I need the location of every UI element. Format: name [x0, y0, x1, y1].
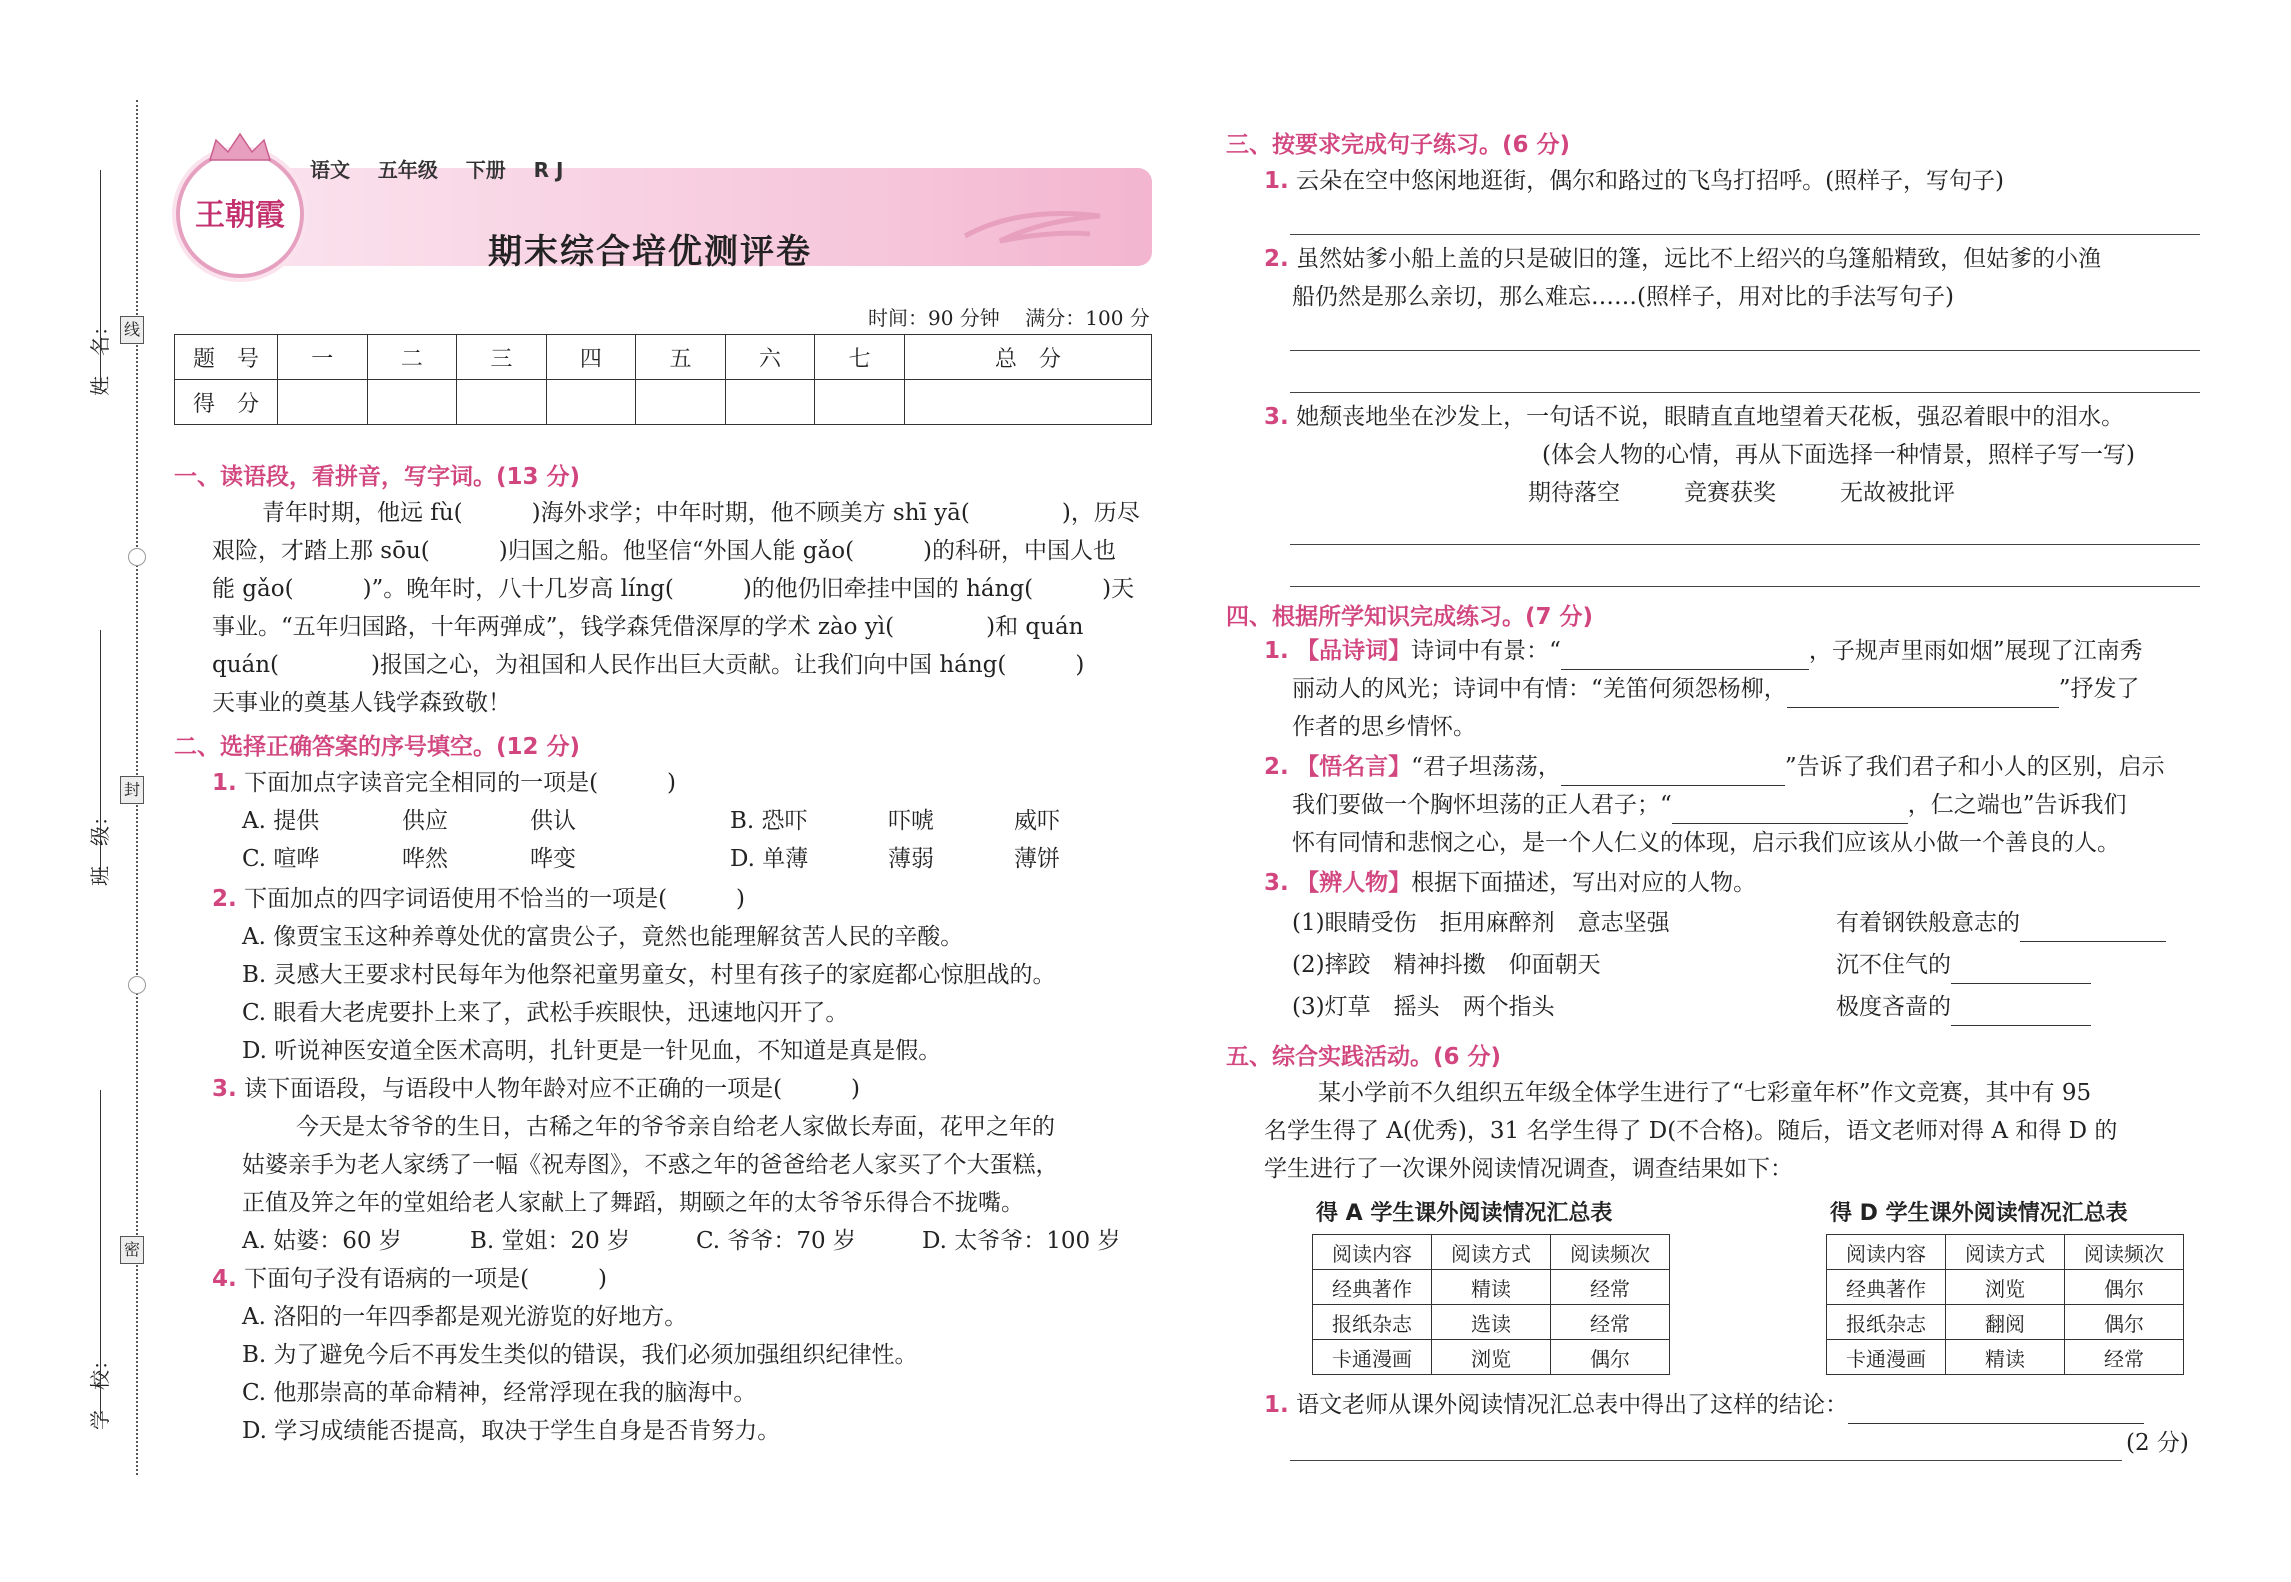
section-5-title: 五、综合实践活动。(6 分) — [1226, 1044, 1502, 1070]
table-cell: 经常 — [2065, 1340, 2184, 1375]
question-number: 1. — [1264, 168, 1289, 194]
passage-line: quán( )报国之心，为祖国和人民作出巨大贡献。让我们向中国 háng( ) — [212, 652, 1085, 678]
blank-input[interactable] — [1672, 797, 1908, 824]
s4-q1-line3: 作者的思乡情怀。 — [1292, 714, 1476, 740]
crown-icon — [206, 132, 274, 162]
score-table-header-cell: 二 — [367, 335, 457, 380]
passage-line: 能 gǎo( )”。晚年时，八十几岁高 líng( )的他仍旧牵挂中国的 háng( )天 — [212, 576, 1135, 602]
score-table-header-cell: 七 — [815, 335, 905, 380]
question-number: 2. — [1264, 246, 1289, 272]
question-number: 2. — [212, 886, 237, 912]
option-word: 供认 — [530, 808, 576, 834]
logo-seal — [176, 150, 304, 278]
option-word: D. 单薄 — [730, 846, 809, 872]
option-word: 薄弱 — [888, 846, 934, 872]
score-table-header-cell: 题 号 — [175, 335, 278, 380]
s2-q3-option-d[interactable]: D. 太爷爷：100 岁 — [922, 1228, 1121, 1254]
s2-q4-stem — [212, 1260, 607, 1298]
s3-q1 — [1264, 162, 2004, 200]
question-text: ，仁之端也”告诉我们 — [1907, 792, 2127, 818]
score-table-header-cell: 一 — [278, 335, 368, 380]
option-word: 哗变 — [530, 846, 576, 872]
option-word: C. 喧哗 — [242, 846, 320, 872]
score-cell-input[interactable] — [904, 380, 1151, 425]
s5-passage-line: 名学生得了 A(优秀)，31 名学生得了 D(不合格)。随后，语文老师对得 A 和得 D 的 — [1264, 1118, 2118, 1144]
answer-line[interactable] — [1290, 350, 2200, 351]
score-cell-input[interactable] — [725, 380, 815, 425]
question-number: 3. — [1264, 404, 1289, 430]
name-label: 姓 名： — [88, 316, 112, 396]
grade: 五年级 — [377, 158, 438, 182]
s2-q4-option[interactable]: D. 学习成绩能否提高，取决于学生自身是否肯努力。 — [242, 1418, 781, 1444]
seal-mark-line: 线 — [120, 316, 144, 344]
s3-q3-instruction: (体会人物的心情，再从下面选择一种情景，照样子写一写) — [1542, 442, 2135, 468]
score-cell-input[interactable] — [815, 380, 905, 425]
table-cell: 浏览 — [1432, 1340, 1551, 1375]
score-table-header-row — [175, 335, 1152, 380]
table-row — [1313, 1270, 1670, 1305]
s3-q2-cont: 船仍然是那么亲切，那么难忘……(照样子，用对比的手法写句子) — [1292, 284, 1954, 310]
question-text: 下面加点字读音完全相同的一项是( ) — [244, 770, 677, 796]
passage-line: 艰险，才踏上那 sōu( )归国之船。他坚信“外国人能 gǎo( )的科研，中国人也 — [212, 538, 1117, 564]
section-2-title: 二、选择正确答案的序号填空。(12 分) — [174, 734, 581, 760]
question-text: ”抒发了 — [2058, 676, 2140, 702]
blank-input[interactable] — [1951, 957, 2091, 984]
s2-q2-option[interactable]: B. 灵感大王要求村民每年为他祭祀童男童女，村里有孩子的家庭都心惊胆战的。 — [242, 962, 1056, 988]
s3-q3 — [1264, 398, 2124, 436]
section-3-title: 三、按要求完成句子练习。(6 分) — [1226, 132, 1571, 158]
banner-swoosh-icon — [960, 196, 1110, 256]
table-row — [1827, 1305, 2184, 1340]
s2-q3-stem — [212, 1070, 860, 1108]
question-number: 3. — [1264, 870, 1289, 896]
question-text: 读下面语段，与语段中人物年龄对应不正确的一项是( ) — [244, 1076, 861, 1102]
option-word: 薄饼 — [1014, 846, 1060, 872]
s2-q1-stem — [212, 764, 676, 802]
s5-q1-points: (2 分) — [2126, 1430, 2189, 1456]
passage-line: 天事业的奠基人钱学森致敬！ — [212, 690, 511, 716]
term: 下册 — [465, 158, 506, 182]
s2-q3-passage-line: 姑婆亲手为老人家绣了一幅《祝寿图》，不惑之年的爸爸给老人家买了个大蛋糕， — [242, 1152, 1059, 1178]
question-number: 1. — [1264, 1392, 1289, 1418]
binding-hole-2 — [128, 976, 146, 994]
answer-prefix: 有着钢铁般意志的 — [1836, 910, 2020, 936]
table-cell: 偶尔 — [2065, 1270, 2184, 1305]
option-word: 哗然 — [402, 846, 448, 872]
page-title: 期末综合培优测评卷 — [488, 232, 812, 272]
question-text: 下面加点的四字词语使用不恰当的一项是( ) — [244, 886, 746, 912]
table-cell: 报纸杂志 — [1827, 1305, 1946, 1340]
name-input-line[interactable] — [100, 170, 101, 390]
reading-table-d — [1826, 1234, 2184, 1375]
table-header-cell: 阅读频次 — [2065, 1235, 2184, 1270]
section-1-passage — [212, 494, 1162, 722]
table-cell: 精读 — [1432, 1270, 1551, 1305]
answer-prefix: 沉不住气的 — [1836, 952, 1951, 978]
passage-line: 青年时期，他远 fù( )海外求学；中年时期，他不顾美方 shī yā( )，历尽 — [262, 500, 1140, 526]
time-score-info — [868, 302, 1150, 331]
table-cell: 偶尔 — [1551, 1340, 1670, 1375]
school-input-line[interactable] — [100, 1090, 101, 1420]
s3-q2 — [1264, 240, 2101, 278]
question-text: 虽然姑爹小船上盖的只是破旧的篷，远比不上绍兴的乌篷船精致，但姑爹的小渔 — [1296, 246, 2102, 272]
s3-q3-choice: 竞赛获奖 — [1684, 480, 1776, 506]
reading-table-a — [1312, 1234, 1670, 1375]
score-table — [174, 334, 1152, 425]
question-number: 4. — [212, 1266, 237, 1292]
question-text: 丽动人的风光；诗词中有情：“羌笛何须怨杨柳， — [1292, 676, 1787, 702]
blank-input[interactable] — [2020, 915, 2166, 942]
score-cell-input[interactable] — [546, 380, 636, 425]
blank-input[interactable] — [1951, 999, 2091, 1026]
score-cell-input[interactable] — [636, 380, 726, 425]
s2-q3-passage-line: 正值及笄之年的堂姐给老人家献上了舞蹈，期颐之年的太爷爷乐得合不拢嘴。 — [242, 1190, 1024, 1216]
question-text: 语文老师从课外阅读情况汇总表中得出了这样的结论： — [1296, 1392, 1849, 1418]
table-cell: 精读 — [1946, 1340, 2065, 1375]
answer-line[interactable] — [1290, 586, 2200, 587]
binding-hole-1 — [128, 548, 146, 566]
s4-q3-desc: (3)灯草 摇头 两个指头 — [1292, 994, 1555, 1020]
table-d-caption: 得 D 学生课外阅读情况汇总表 — [1830, 1201, 2128, 1226]
question-text: 根据下面描述，写出对应的人物。 — [1411, 870, 1757, 896]
seal-mark-seal: 封 — [120, 776, 144, 804]
s4-q3-desc: (1)眼睛受伤 拒用麻醉剂 意志坚强 — [1292, 910, 1670, 936]
table-cell: 选读 — [1432, 1305, 1551, 1340]
question-text: ，子规声里雨如烟”展现了江南秀 — [1808, 638, 2143, 664]
s2-q4-option[interactable]: B. 为了避免今后不再发生类似的错误，我们必须加强组织纪律性。 — [242, 1342, 918, 1368]
question-text: 我们要做一个胸怀坦荡的正人君子；“ — [1292, 792, 1672, 818]
table-header-cell: 阅读内容 — [1827, 1235, 1946, 1270]
table-header-cell: 阅读方式 — [1946, 1235, 2065, 1270]
s2-q2-option[interactable]: A. 像贾宝玉这种养尊处优的富贵公子，竟然也能理解贫苦人民的辛酸。 — [242, 924, 964, 950]
table-a-caption: 得 A 学生课外阅读情况汇总表 — [1316, 1201, 1613, 1226]
question-tag: 【品诗词】 — [1296, 638, 1412, 664]
full-score-info: 满分：100 分 — [1025, 306, 1150, 330]
s2-q2-option[interactable]: C. 眼看大老虎要扑上来了，武松手疾眼快，迅速地闪开了。 — [242, 1000, 849, 1026]
time-info: 时间：90 分钟 — [868, 306, 1000, 330]
score-table-header-cell: 四 — [546, 335, 636, 380]
s4-q3-stem — [1264, 864, 1756, 902]
question-number: 2. — [1264, 754, 1289, 780]
s3-q3-choice: 期待落空 — [1528, 480, 1620, 506]
answer-line[interactable] — [1290, 392, 2200, 393]
class-input-line[interactable] — [100, 630, 101, 880]
section-4-title: 四、根据所学知识完成练习。(7 分) — [1226, 604, 1594, 630]
s4-q3-answer — [1836, 988, 2091, 1026]
blank-input[interactable] — [1787, 681, 2059, 708]
table-row — [1313, 1340, 1670, 1375]
question-number: 1. — [1264, 638, 1289, 664]
score-table-row-label: 得 分 — [175, 380, 278, 425]
s4-q1-line1 — [1264, 632, 2143, 670]
subject-info — [310, 154, 563, 183]
option-word: B. 恐吓 — [730, 808, 808, 834]
question-text: ”告诉了我们君子和小人的区别，启示 — [1784, 754, 2165, 780]
school-label: 学 校： — [88, 1350, 112, 1430]
seal-mark-secret: 密 — [120, 1236, 144, 1264]
score-table-header-cell: 五 — [636, 335, 726, 380]
table-cell: 卡通漫画 — [1827, 1340, 1946, 1375]
s5-q1 — [1264, 1386, 2144, 1424]
table-cell: 卡通漫画 — [1313, 1340, 1432, 1375]
answer-line[interactable] — [1290, 544, 2200, 545]
s5-passage-line: 某小学前不久组织五年级全体学生进行了“七彩童年杯”作文竞赛，其中有 95 — [1318, 1080, 2092, 1106]
blank-input[interactable] — [1848, 1397, 2144, 1424]
table-row — [1313, 1305, 1670, 1340]
question-number: 3. — [212, 1076, 237, 1102]
s4-q2-line3: 怀有同情和悲悯之心，是一个人仁义的体现，启示我们应该从小做一个善良的人。 — [1292, 830, 2120, 856]
section-1-title: 一、读语段，看拼音，写字词。(13 分) — [174, 464, 581, 490]
subject: 语文 — [310, 158, 350, 182]
blank-input[interactable] — [1561, 759, 1785, 786]
score-cell-input[interactable] — [367, 380, 457, 425]
s2-q3-passage-line: 今天是太爷爷的生日，古稀之年的爷爷亲自给老人家做长寿面，花甲之年的 — [296, 1114, 1055, 1140]
table-header-cell: 阅读方式 — [1432, 1235, 1551, 1270]
table-cell: 翻阅 — [1946, 1305, 2065, 1340]
question-text: 下面句子没有语病的一项是( ) — [244, 1266, 608, 1292]
blank-input[interactable] — [1561, 643, 1809, 670]
table-header-row — [1313, 1235, 1670, 1270]
table-cell: 经常 — [1551, 1305, 1670, 1340]
s4-q3-answer — [1836, 946, 2091, 984]
score-cell-input[interactable] — [457, 380, 547, 425]
s4-q1-line2 — [1292, 670, 2140, 708]
answer-line[interactable] — [1290, 1460, 2122, 1461]
question-text: 云朵在空中悠闲地逛街，偶尔和路过的飞鸟打招呼。(照样子，写句子) — [1296, 168, 2005, 194]
answer-line[interactable] — [1290, 234, 2200, 235]
score-table-header-cell: 六 — [725, 335, 815, 380]
s4-q3-desc: (2)摔跤 精神抖擞 仰面朝天 — [1292, 952, 1601, 978]
question-text: 诗词中有景：“ — [1411, 638, 1561, 664]
s2-q3-option-c[interactable]: C. 爷爷：70 岁 — [696, 1228, 856, 1254]
option-word: 吓唬 — [888, 808, 934, 834]
question-tag: 【悟名言】 — [1296, 754, 1412, 780]
s2-q2-option[interactable]: D. 听说神医安道全医术高明，扎针更是一针见血，不知道是真是假。 — [242, 1038, 942, 1064]
option-word: 威吓 — [1014, 808, 1060, 834]
table-header-row — [1827, 1235, 2184, 1270]
s3-q3-choice: 无故被批评 — [1840, 480, 1955, 506]
table-cell: 经典著作 — [1827, 1270, 1946, 1305]
table-cell: 报纸杂志 — [1313, 1305, 1432, 1340]
table-cell: 经常 — [1551, 1270, 1670, 1305]
s4-q2-line2 — [1292, 786, 2127, 824]
s2-q4-option[interactable]: C. 他那崇高的革命精神，经常浮现在我的脑海中。 — [242, 1380, 757, 1406]
s4-q2-line1 — [1264, 748, 2165, 786]
s2-q3-option-a[interactable]: A. 姑婆：60 岁 — [242, 1228, 402, 1254]
s2-q3-option-b[interactable]: B. 堂姐：20 岁 — [470, 1228, 631, 1254]
score-cell-input[interactable] — [278, 380, 368, 425]
table-cell: 偶尔 — [2065, 1305, 2184, 1340]
edition: R J — [533, 158, 564, 182]
s5-passage-line: 学生进行了一次课外阅读情况调查，调查结果如下： — [1264, 1156, 1793, 1182]
s2-q4-option[interactable]: A. 洛阳的一年四季都是观光游览的好地方。 — [242, 1304, 688, 1330]
option-word: A. 提供 — [242, 808, 320, 834]
class-label: 班 级： — [88, 806, 112, 886]
s2-q2-stem — [212, 880, 745, 918]
table-row — [1827, 1340, 2184, 1375]
question-number: 1. — [212, 770, 237, 796]
s4-q3-answer — [1836, 904, 2166, 942]
table-header-cell: 阅读内容 — [1313, 1235, 1432, 1270]
score-table-header-cell: 三 — [457, 335, 547, 380]
score-table-header-cell: 总 分 — [904, 335, 1151, 380]
passage-line: 事业。“五年归国路，十年两弹成”，钱学森凭借深厚的学术 zào yì( )和 quán — [212, 614, 1084, 640]
table-cell: 经典著作 — [1313, 1270, 1432, 1305]
logo-text: 王朝霞 — [195, 198, 285, 233]
question-text: 她颓丧地坐在沙发上，一句话不说，眼睛直直地望着天花板，强忍着眼中的泪水。 — [1296, 404, 2125, 430]
score-table-score-row — [175, 380, 1152, 425]
question-text: “君子坦荡荡， — [1411, 754, 1561, 780]
table-cell: 浏览 — [1946, 1270, 2065, 1305]
question-tag: 【辨人物】 — [1296, 870, 1412, 896]
table-header-cell: 阅读频次 — [1551, 1235, 1670, 1270]
answer-prefix: 极度吝啬的 — [1836, 994, 1951, 1020]
option-word: 供应 — [402, 808, 448, 834]
table-row — [1827, 1270, 2184, 1305]
